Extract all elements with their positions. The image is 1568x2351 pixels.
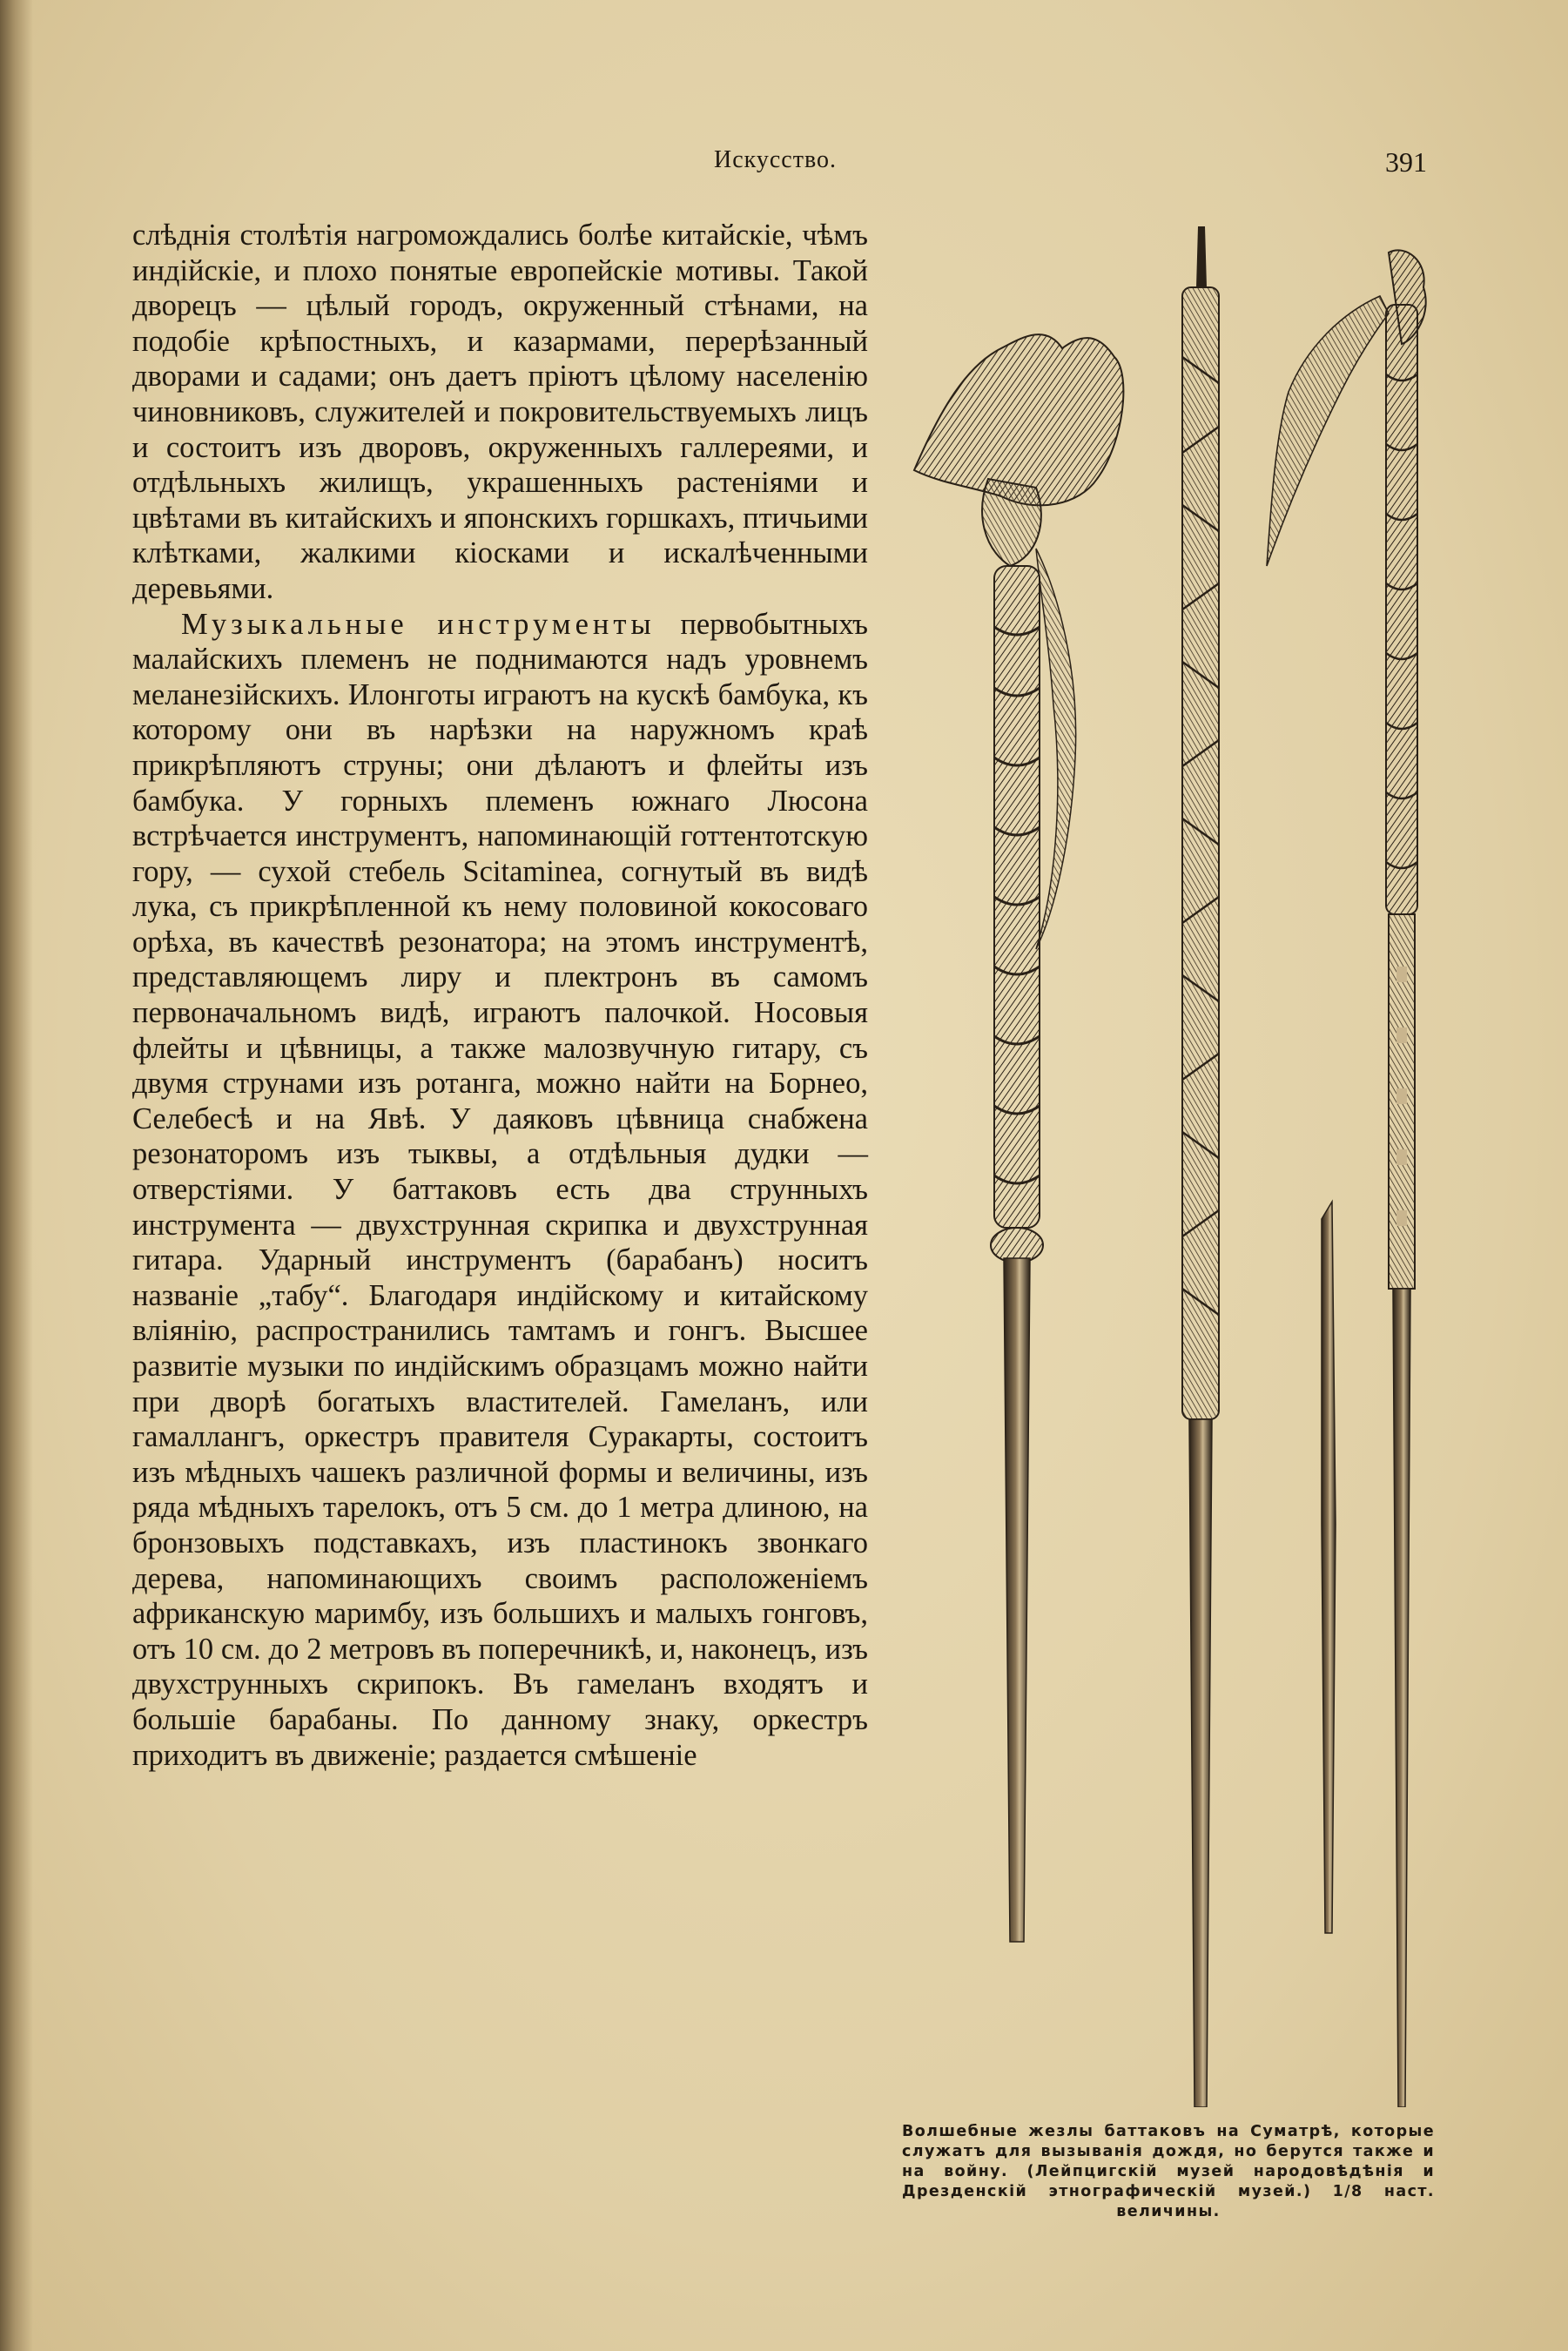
figure-caption: Волшебные жезлы баттаковъ на Суматрѣ, которые служатъ для вызыванія дождя, но берутся также и на войну. (Лейпцигскій музей народовѣдѣнія и Дрезденскій этнографическій музей.) 1/8 наст. величины. xyxy=(902,2123,1435,2220)
paragraph-music xyxy=(132,607,868,1774)
paragraph-music-text: первобытныхъ малайскихъ племенъ не поднимаются надъ уровнемъ меланезійскихъ. Илонготы играютъ на кускѣ бамбука, къ которому они въ нарѣзки на наружномъ краѣ прикрѣпляютъ струны; они дѣлаютъ и флейты изъ бамбука. У горныхъ племенъ южнаго Люсона встрѣчается инструментъ, напоминающій готтентотскую гору, — сухой стебель Scitaminea, согнутый въ видѣ лука, съ прикрѣпленной къ нему половиной кокосоваго орѣха, въ качествѣ резонатора; на этомъ инструментѣ, представляющемъ лиру и плектронъ въ самомъ первоначальномъ видѣ, играютъ палочкой. Носовыя флейты и цѣвницы, а также малозвучную гитару, съ двумя струнами изъ ротанга, можно найти на Борнео, Селебесѣ и на Явѣ. У даяковъ цѣвница снабжена резонаторомъ изъ тыквы, а отдѣльныя дудки — отверстіями. У баттаковъ есть два струнныхъ инструмента — двухструнная скрипка и двухструнная гитара. Ударный инструментъ (барабанъ) носитъ названіе „табу“. Благодаря индійскому и китайскому вліянію, распространились тамтамъ и гонгъ. Высшее развитіе музыки по индійскимъ образцамъ можно найти при дворѣ богатыхъ властителей. Гамеланъ, или гамаллангъ, оркестръ правителя Суракарты, состоитъ изъ мѣдныхъ чашекъ различной формы и величины, изъ ряда мѣдныхъ тарелокъ, отъ 5 см. до 1 метра длиною, на бронзовыхъ подставкахъ, изъ пластинокъ звонкаго дерева, напоминающихъ своимъ расположеніемъ африканскую маримбу, изъ большихъ и малыхъ гонговъ, отъ 10 см. до 2 метровъ въ поперечникѣ, и, наконецъ, изъ двухструнныхъ скрипокъ. Въ гамеланъ входятъ и большіе барабаны. По данному знаку, оркестръ приходитъ въ движеніе; раздается смѣшеніе xyxy=(132,607,869,1772)
magic-staffs-engraving xyxy=(905,218,1445,2107)
staff-left xyxy=(914,334,1123,1942)
running-header-section: Искусство. xyxy=(714,146,837,173)
section-lead-spaced: Музыкальные инструменты xyxy=(181,607,656,641)
paragraph-palace: слѣднія столѣтія нагромождались болѣе китайскіе, чѣмъ индійскіе, и плохо понятые европейскіе мотивы. Такой дворецъ — цѣлый городъ, окруженный стѣнами, на подобіе крѣпостныхъ, и казармами, перерѣзанный дворами и садами; онъ даетъ пріютъ цѣлому населенію чиновниковъ, служителей и покровительствуемыхъ лицъ и состоитъ изъ дворовъ, окруженныхъ галлереями, и отдѣльныхъ жилищъ, украшенныхъ растеніями и цвѣтами въ китайскихъ и японскихъ горшкахъ, птичьими клѣтками, жалкими кіосками и искалѣченными деревьями. xyxy=(132,219,868,605)
page-gutter-shadow xyxy=(0,0,33,2351)
page-number: 391 xyxy=(1385,146,1427,178)
staff-middle xyxy=(1182,226,1219,2107)
staff-right xyxy=(1267,250,1426,2107)
staff-short xyxy=(1322,1202,1336,1933)
main-text-column xyxy=(132,218,868,1773)
